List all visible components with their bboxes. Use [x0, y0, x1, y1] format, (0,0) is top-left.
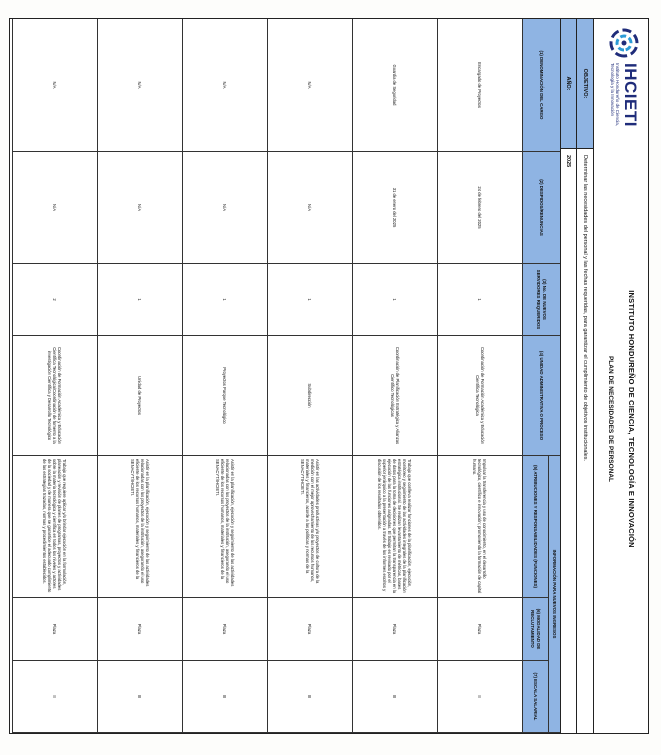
- nuevos-cell: 2: [12, 264, 97, 336]
- column-header: (3) No. DE NUEVOS SERVIDORES REQUERIDOS: [522, 264, 560, 336]
- ihcieti-logo: [602, 27, 642, 127]
- nuevos-cell: 1: [97, 264, 182, 336]
- despidos-cell: N/A: [182, 152, 267, 264]
- escala-cell: II: [437, 661, 522, 733]
- unidad-cell: Unidad de Proyectos: [97, 336, 182, 456]
- escala-cell: III: [267, 661, 352, 733]
- funciones-cell: Impulsar la transferencia y uso de conocimiento, en el desarrollo tecnológico, científico e innovación; promoviendo la formación de capital humano.: [437, 456, 522, 598]
- cargo-cell: Guardia de Seguridad: [352, 19, 437, 152]
- escala-cell: III: [97, 661, 182, 733]
- logo-subtitle: Instituto Hondureño de Ciencia, Tecnología y la Innovación: [610, 63, 620, 127]
- institution-name: INSTITUTO HONDUREÑO DE CIENCIA, TECNOLOGÍA E INNOVACIÓN: [627, 290, 636, 548]
- cargo-cell: N/A: [12, 19, 97, 152]
- cargo-cell: N/A: [182, 19, 267, 152]
- nuevos-cell: 1: [352, 264, 437, 336]
- unidad-cell: Coordinación de Formación Académica y Educación Científica Tecnológica/Coordinación de fomento a la investigación Científica y Desarrollo Tecnológico: [12, 336, 97, 456]
- form-sheet: [9, 18, 649, 734]
- personnel-table: [10, 19, 560, 733]
- nuevos-cell: 1: [267, 264, 352, 336]
- escala-cell: III: [352, 661, 437, 733]
- year-row: [560, 19, 576, 733]
- cargo-cell: Encargado de Proyectos: [437, 19, 522, 152]
- cargo-cell: N/A: [97, 19, 182, 152]
- objective-text: Determinar las necesidades del personal y las fechas requeridas, para garantizar el cumplimiento de objetivos institucionales.: [582, 155, 588, 462]
- escala-cell: III: [182, 661, 267, 733]
- column-header: (6) MODALIDAD DE RECLUTAMIENTO: [522, 598, 548, 661]
- modalidad-cell: Plaza: [12, 598, 97, 661]
- funciones-cell: Asistir en las actividades productivas y/o proyectos de cultura de la medición con el mejor aprovechamiento de los recursos humanos, materiales y financieros, acorde a las políticas y normas de la SENACYTIHCIETI.: [267, 456, 352, 598]
- funciones-cell: Trabajo que conlleva realizar funciones de la planificación, ejecución, monitoreo y seguimiento de las actividades integrales de la planificación estratégica institucional. Se realizan levantamiento de métricas, bases de datos para la toma de decisiones que permitan la transparencia en la ejecución de las funciones asignadas. El trabajo es revisado por el superior jerárquico a la presentación a través de los informes escritos y discusión de los resultados obtenidos.: [352, 456, 437, 598]
- column-header: (7) ESCALA SALARIAL: [522, 661, 548, 733]
- funciones-cell: Asistir en la planificación, ejecución y seguimiento de las actividades relacionadas con los proyectos de la institución, asegurando el uso eficiente de los recursos humanos, materiales y financieros de la SENACYT/IHCIETI.: [97, 456, 182, 598]
- escala-cell: II: [12, 661, 97, 733]
- modalidad-cell: Plaza: [267, 598, 352, 661]
- plan-title: PLAN DE NECESIDADES DE PERSONAL: [607, 355, 614, 483]
- funciones-cell: Trabajo que requiere aplicar y/o brindar ejecución en la formulación, planeación y revisión de planes de programas, proyectos y actividades sobre la materia tecnológica y científica en todos los niveles y actores de la sociedad y de manera que se garantice el adecuado cumplimiento de las estrategias trazadas, normas y procedimientos establecidos.: [12, 456, 97, 598]
- cargo-cell: N/A: [267, 19, 352, 152]
- group-header: INFORMACIÓN PARA NUEVOS INGRESOS: [548, 456, 560, 733]
- column-header: (4) UNIDAD ADMINISTRATIVA O PROCESO: [522, 336, 560, 456]
- column-header: (2) DESPIDOS/RENUNCIAS: [522, 152, 560, 264]
- year-value: 2025: [565, 155, 571, 168]
- unidad-cell: Coordinación de Formación Académica y Educación Científica Tecnológica: [437, 336, 522, 456]
- despidos-cell: N/A: [12, 152, 97, 264]
- despidos-cell: 24 de febrero del 2025: [437, 152, 522, 264]
- modalidad-cell: Plaza: [437, 598, 522, 661]
- modalidad-cell: Plaza: [97, 598, 182, 661]
- objective-label: OBJETIVO:: [577, 19, 593, 149]
- nuevos-cell: 1: [182, 264, 267, 336]
- modalidad-cell: Plaza: [352, 598, 437, 661]
- modalidad-cell: Plaza: [182, 598, 267, 661]
- funciones-cell: Asistir en la planificación, ejecución y seguimiento de las actividades relacionadas con los proyectos de la institución, asegurando el uso eficiente de los recursos humanos, materiales y financieros de la SENACYT/IHCIETI.: [182, 456, 267, 598]
- despidos-cell: N/A: [267, 152, 352, 264]
- despidos-cell: 31 de enero del 2025: [352, 152, 437, 264]
- despidos-cell: N/A: [97, 152, 182, 264]
- unidad-cell: Coordinación de Planificación Estratégica y Alianzas Científico Tecnológicas: [352, 336, 437, 456]
- ihcieti-emblem-icon: [608, 27, 640, 59]
- objective-row: [576, 19, 594, 733]
- column-header: (1) DENOMINACIÓN DEL CARGO: [522, 19, 560, 152]
- unidad-cell: Proyectos Parque Tecnológico: [182, 336, 267, 456]
- form-header: [548, 19, 648, 733]
- logo-name: IHCIETI: [621, 63, 640, 127]
- unidad-cell: Subdirección: [267, 336, 352, 456]
- year-label: AÑO:: [561, 19, 576, 149]
- nuevos-cell: 1: [437, 264, 522, 336]
- column-header: (5) ATRIBUCIONES Y RESPONSABILIDADES (FUNCIONES): [522, 456, 548, 598]
